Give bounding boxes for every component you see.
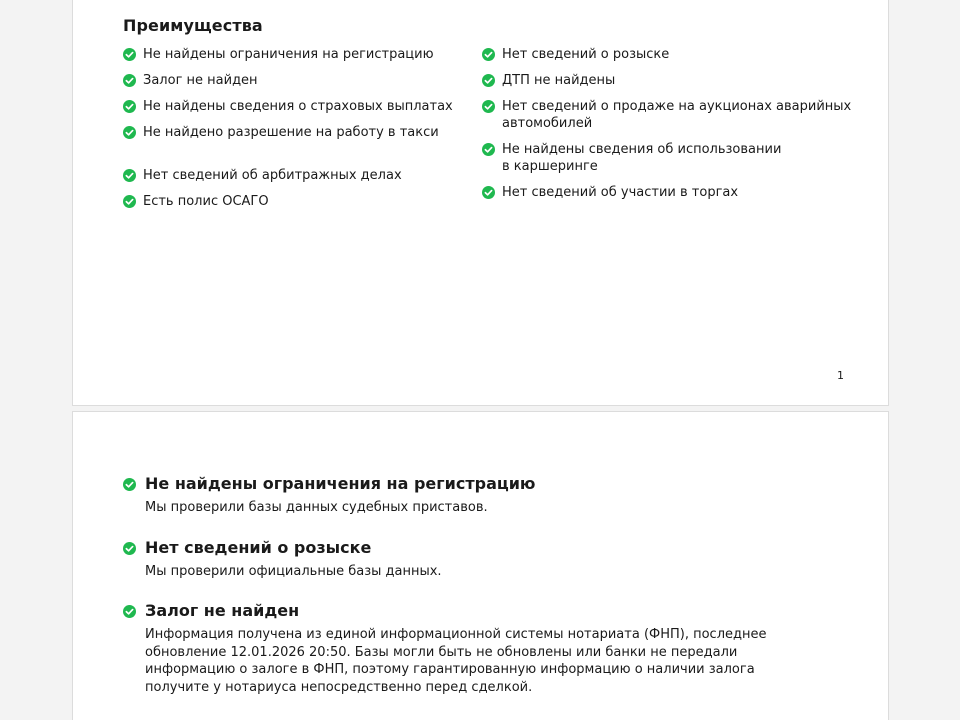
advantage-label: Есть полис ОСАГО — [143, 194, 269, 209]
check-circle-icon — [123, 195, 136, 208]
advantage-item — [482, 184, 852, 201]
advantage-label: Нет сведений о продаже на аукционах аварийных автомобилей — [502, 99, 852, 131]
detail-text: Информация получена из единой информационной системы нотариата (ФНП), последнее обновление 12.01.2026 20:50. Базы могли быть не обновлены или банки не передали информацию о залоге в ФНП, поэтому гарантированную информацию о наличии залога получите у нотариуса непосредственно перед сделкой. — [145, 627, 767, 695]
advantage-label: Нет сведений об арбитражных делах — [143, 168, 402, 183]
advantages-list-left — [123, 46, 468, 219]
detail-title: Не найдены ограничения на регистрацию — [145, 474, 536, 493]
check-details — [123, 473, 823, 716]
advantage-item — [482, 46, 852, 63]
advantage-item — [482, 72, 852, 89]
check-circle-icon — [123, 48, 136, 61]
advantage-label: Нет сведений о розыске — [502, 47, 670, 62]
advantage-label: Не найдены ограничения на регистрацию — [143, 47, 434, 62]
check-circle-icon — [482, 100, 495, 113]
detail-title: Нет сведений о розыске — [145, 537, 372, 557]
advantage-item — [123, 193, 468, 210]
check-circle-icon — [123, 605, 136, 618]
advantages-list-right — [482, 46, 852, 210]
advantage-label: ДТП не найдены — [502, 73, 616, 88]
detail-item — [123, 473, 823, 517]
detail-text: Мы проверили базы данных судебных приставов. — [145, 500, 488, 515]
detail-text: Мы проверили официальные базы данных. — [145, 563, 442, 579]
advantage-label: Не найдено разрешение на работу в такси — [143, 125, 439, 140]
advantages-title: Преимущества — [123, 16, 263, 35]
advantage-item — [123, 167, 468, 184]
advantage-item — [123, 46, 468, 63]
check-circle-icon — [123, 169, 136, 182]
check-circle-icon — [123, 100, 136, 113]
advantage-label: Нет сведений об участии в торгах — [502, 185, 739, 200]
advantage-item — [123, 72, 468, 89]
check-circle-icon — [482, 48, 495, 61]
advantage-item — [123, 124, 468, 141]
check-circle-icon — [482, 143, 495, 156]
page-number: 1 — [837, 369, 844, 382]
advantage-item — [482, 141, 852, 175]
advantage-item — [482, 98, 852, 132]
check-circle-icon — [123, 126, 136, 139]
check-circle-icon — [123, 74, 136, 87]
advantage-label: Не найдены сведения об использовании в каршеринге — [502, 142, 782, 174]
report-page-2 — [72, 411, 889, 720]
advantage-label: Залог не найден — [143, 73, 258, 88]
detail-title: Залог не найден — [145, 601, 300, 620]
detail-item — [123, 537, 823, 581]
detail-item — [123, 600, 823, 696]
advantage-label: Не найдены сведения о страховых выплатах — [143, 99, 453, 114]
advantage-item — [123, 98, 468, 115]
check-circle-icon — [482, 186, 495, 199]
check-circle-icon — [123, 542, 136, 555]
report-page-1 — [72, 0, 889, 406]
check-circle-icon — [482, 74, 495, 87]
check-circle-icon — [123, 478, 136, 491]
